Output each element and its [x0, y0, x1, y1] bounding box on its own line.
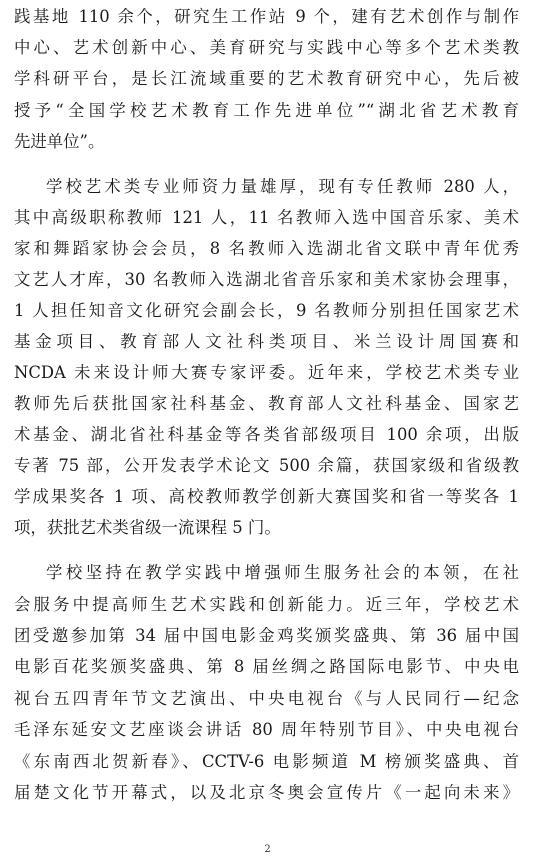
paragraph-3-line-2: 会服务中提高师生艺术实践和创新能力。近三年，学校艺术	[14, 595, 519, 614]
paragraph-2-line-6: 基金项目、教育部人文社科类项目、米兰设计周国赛和	[14, 332, 519, 351]
paragraph-3-line-7: 《东南西北贺新春》、CCTV-6 电影频道 M 榜颁奖盛典、首	[14, 752, 519, 771]
paragraph-2-line-10: 专著 75 部，公开发表学术论文 500 余篇，获国家级和省级教	[14, 456, 519, 475]
paragraph-2-line-9: 术基金、湖北省社科基金等各类省部级项目 100 余项，出版	[14, 425, 519, 444]
paragraph-2-line-4: 文艺人才库，30 名教师入选湖北省音乐家和美术家协会理事，	[14, 270, 519, 289]
paragraph-1-line-1: 践基地 110 余个，研究生工作站 9 个，建有艺术创作与制作	[14, 7, 519, 26]
paragraph-2-line-7: NCDA 未来设计师大赛专家评委。近年来，学校艺术类专业	[14, 363, 519, 382]
paragraph-2-line-5: 1 人担任知音文化研究会副会长，9 名教师分别担任国家艺术	[14, 301, 519, 320]
paragraph-1-line-4: 授予“全国学校艺术教育工作先进单位”“湖北省艺术教育	[14, 101, 519, 120]
paragraph-2-line-2: 其中高级职称教师 121 人，11 名教师入选中国音乐家、美术	[14, 208, 519, 227]
paragraph-3-line-8: 届楚文化节开幕式，以及北京冬奥会宣传片《一起向未来》	[14, 783, 519, 802]
paragraph-2-line-11: 学成果奖各 1 项、高校教师教学创新大赛国奖和省一等奖各 1	[14, 487, 519, 506]
page-number: 2	[264, 844, 271, 855]
paragraph-3-line-4: 电影百花奖颁奖盛典、第 8 届丝绸之路国际电影节、中央电	[14, 657, 519, 676]
paragraph-2-line-3: 家和舞蹈家协会会员，8 名教师入选湖北省文联中青年优秀	[14, 239, 519, 258]
paragraph-3-line-5: 视台五四青年节文艺演出、中央电视台《与人民同行—纪念	[14, 689, 519, 708]
paragraph-3-line-3: 团受邀参加第 34 届中国电影金鸡奖颁奖盛典、第 36 届中国	[14, 626, 519, 645]
paragraph-1-line-5: 先进单位”。	[14, 132, 105, 151]
paragraph-1-line-3: 学科研平台，是长江流域重要的艺术教育研究中心，先后被	[14, 69, 519, 88]
paragraph-2-line-8: 教师先后获批国家社科基金、教育部人文社科基金、国家艺	[14, 394, 519, 413]
paragraph-2-line-1: 学校艺术类专业师资力量雄厚，现有专任教师 280 人，	[46, 177, 519, 196]
paragraph-2-line-12: 项，获批艺术类省级一流课程 5 门。	[14, 518, 281, 537]
paragraph-3-line-1: 学校坚持在教学实践中增强师生服务社会的本领，在社	[46, 563, 519, 582]
paragraph-1-line-2: 中心、艺术创新中心、美育研究与实践中心等多个艺术类教	[14, 38, 519, 57]
paragraph-3-line-6: 毛泽东延安文艺座谈会讲话 80 周年特别节目》、中央电视台	[14, 720, 519, 739]
